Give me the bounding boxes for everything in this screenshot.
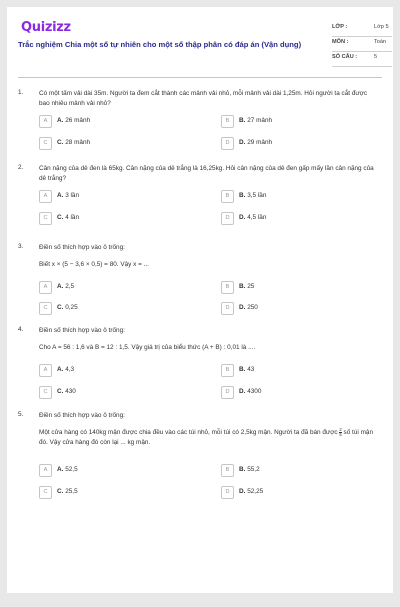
question-2	[18, 164, 382, 234]
question-text: Có một tấm vải dài 35m. Người ta đem cắt thành các mảnh vải nhỏ, mỗi mảnh vải dài 1,25m. Hỏi người ta cắt được bao nhiêu mảnh vải nhỏ?	[39, 90, 368, 107]
question-1	[18, 89, 382, 159]
meta-row-count	[332, 52, 392, 67]
option-letter-box: A	[39, 115, 52, 128]
fraction-denominator: 5	[339, 432, 342, 437]
option-letter-box: C	[39, 302, 52, 315]
option-label: C. 0,25	[57, 304, 78, 311]
option-letter-box: B	[221, 115, 234, 128]
option-letter-box: C	[39, 486, 52, 499]
option-label: B. 43	[239, 366, 255, 373]
header-divider	[18, 77, 382, 78]
question-text: Điền số thích hợp vào ô trống:	[39, 327, 125, 334]
question-expression	[39, 428, 379, 448]
option-letter-box: D	[221, 486, 234, 499]
option-label: C. 28 mảnh	[57, 139, 91, 146]
option-label: D. 4,5 lần	[239, 214, 267, 221]
option-letter-box: D	[221, 302, 234, 315]
quizizz-logo: Quizizz	[21, 20, 71, 35]
question-text: Cân nặng của dê đen là 65kg. Cân nặng của dê trắng là 16,25kg. Hỏi cân nặng của dê đen gấp mấy lần cân nặng của dê trắng?	[39, 165, 374, 182]
option-letter-box: D	[221, 386, 234, 399]
option-label: A. 3 lần	[57, 192, 80, 199]
question-text: Điền số thích hợp vào ô trống:	[39, 412, 125, 419]
question-expression: Biết x × (5 − 3,6 × 0,5) = 80. Vậy x = ...	[39, 261, 149, 268]
option-letter-box: B	[221, 190, 234, 203]
meta-key: LỚP :	[332, 24, 348, 30]
option-label: D. 29 mảnh	[239, 139, 273, 146]
fraction	[339, 428, 341, 437]
meta-row-grade	[332, 22, 392, 37]
expression-text-before: Một cửa hàng có 140kg mận được chia đều vào các túi nhỏ, mỗi túi có 2,5kg mận. Người ta đã bán được	[39, 429, 338, 437]
option-letter-box: B	[221, 464, 234, 477]
option-letter-box: B	[221, 281, 234, 294]
option-label: A. 2,5	[57, 283, 75, 290]
option-label: C. 430	[57, 388, 76, 395]
question-number: 5.	[18, 411, 24, 418]
question-expression: Cho A = 56 : 1,6 và B = 12 : 1,5. Vậy giá trị của biểu thức (A + B) : 0,01 là ....	[39, 344, 256, 351]
meta-panel	[332, 22, 392, 67]
option-label: A. 4,3	[57, 366, 75, 373]
option-letter-box: A	[39, 464, 52, 477]
option-letter-box: A	[39, 281, 52, 294]
meta-value: Lớp 5	[374, 24, 389, 30]
meta-key: MÔN :	[332, 39, 349, 45]
option-letter-box: C	[39, 386, 52, 399]
meta-row-subject	[332, 37, 392, 52]
option-label: A. 26 mảnh	[57, 117, 91, 124]
option-label: C. 4 lần	[57, 214, 80, 221]
question-5	[18, 411, 382, 506]
option-letter-box: A	[39, 364, 52, 377]
question-number: 2.	[18, 164, 24, 171]
option-label: B. 55,2	[239, 466, 260, 473]
question-number: 3.	[18, 243, 24, 250]
option-label: D. 4300	[239, 388, 262, 395]
worksheet-page	[7, 7, 393, 593]
question-text: Điền số thích hợp vào ô trống:	[39, 244, 125, 251]
option-label: B. 25	[239, 283, 255, 290]
page-title: Trắc nghiệm Chia một số tự nhiên cho một số thập phân có đáp án (Vận dụng)	[18, 40, 302, 49]
option-label: B. 3,5 lần	[239, 192, 267, 199]
meta-value: Toán	[374, 39, 387, 45]
question-number: 1.	[18, 89, 24, 96]
option-letter-box: B	[221, 364, 234, 377]
meta-value: 5	[374, 54, 378, 60]
meta-key: SỐ CÂU :	[332, 54, 358, 60]
option-letter-box: C	[39, 137, 52, 150]
option-label: D. 250	[239, 304, 258, 311]
option-label: C. 25,5	[57, 488, 78, 495]
option-label: B. 27 mảnh	[239, 117, 273, 124]
option-letter-box: D	[221, 137, 234, 150]
question-3	[18, 243, 382, 323]
option-label: A. 52,5	[57, 466, 78, 473]
option-letter-box: D	[221, 212, 234, 225]
expression-text-after: số túi mận đó. Vậy cửa hàng đó còn lại ... kg mận.	[39, 429, 373, 447]
fraction-numerator: 2	[339, 427, 342, 432]
option-letter-box: C	[39, 212, 52, 225]
option-letter-box: A	[39, 190, 52, 203]
question-number: 4.	[18, 326, 24, 333]
option-label: D. 52,25	[239, 488, 264, 495]
question-4	[18, 326, 382, 406]
